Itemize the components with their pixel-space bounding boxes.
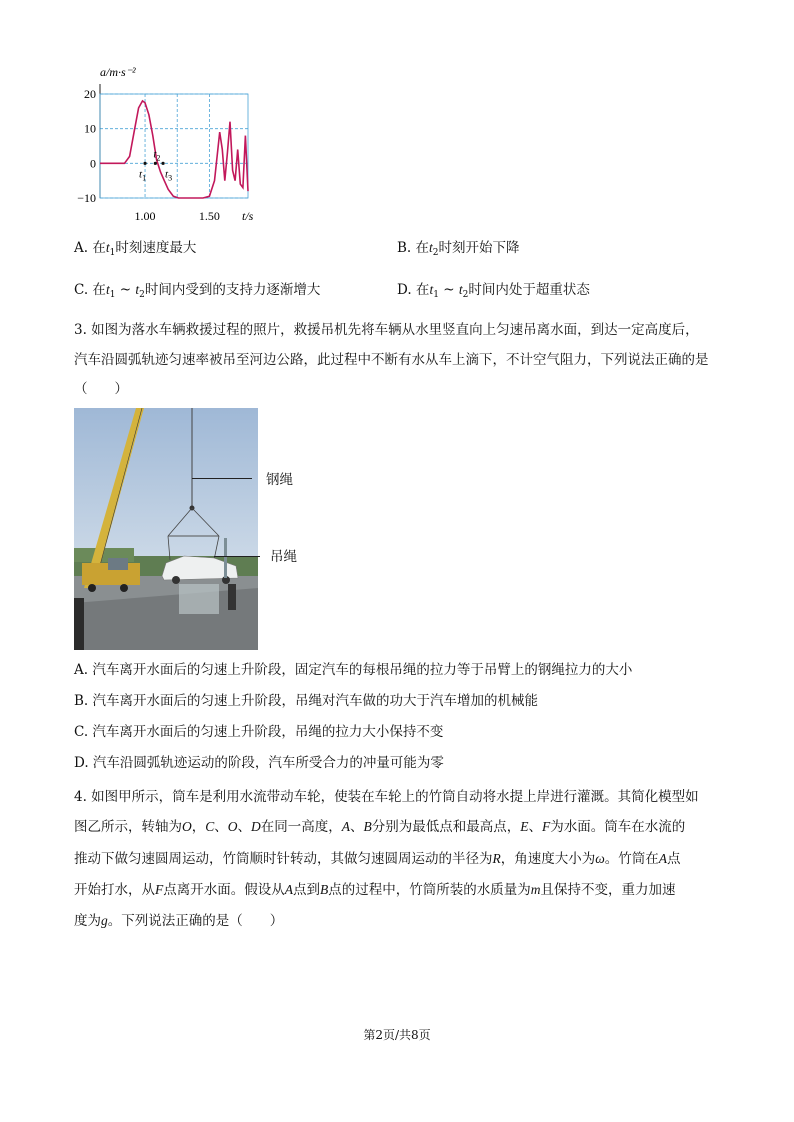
point-label: $t_1$ (139, 168, 147, 183)
q4-stem-line-1: 4. 如图甲所示，筒车是利用水流带动车轮，使装在车轮上的竹筒自动将水提上岸进行灌溉。其简化模型如 (74, 789, 699, 805)
q2-option-d: D. 在$t_1$ ~ $t_2$时间内处于超重状态 (397, 282, 590, 300)
label-sling: 吊绳 (270, 549, 297, 565)
graph-points (139, 148, 172, 182)
q4-stem-line-2: 图乙所示，转轴为O，C、O、D在同一高度，A、B分别为最低点和最高点，E、F为水面。筒车在水流的 (74, 819, 686, 835)
point-label: $t_3$ (165, 168, 173, 183)
acceleration-time-graph (70, 60, 270, 230)
q2-option-b: B. 在$t_2$时刻开始下降 (397, 240, 520, 258)
q3-option-c: C. 汽车离开水面后的匀速上升阶段，吊绳的拉力大小保持不变 (74, 724, 444, 740)
graph-axes (100, 84, 248, 198)
plot-frame (100, 94, 248, 198)
wire-pointer-line (192, 478, 252, 479)
q3-option-d: D. 汽车沿圆弧轨迹运动的阶段，汽车所受合力的冲量可能为零 (74, 755, 444, 771)
q3-stem-line-3: （ ） (74, 381, 128, 397)
x-tick-label: 1.50 (198, 209, 220, 223)
y-tick-label: 10 (84, 121, 96, 136)
point-marker (143, 162, 146, 165)
sling-pointer-line (214, 556, 260, 557)
point-label: $t_2$ (153, 148, 161, 163)
y-tick-label: −10 (77, 191, 96, 205)
graph-grid (100, 94, 248, 198)
acceleration-curve (100, 101, 248, 198)
page-footer: 第2页/共8页 (363, 1028, 431, 1042)
point-marker (161, 162, 164, 165)
x-tick-label: 1.00 (134, 209, 156, 223)
q3-option-a: A. 汽车离开水面后的匀速上升阶段，固定汽车的每根吊绳的拉力等于吊臂上的钢绳拉力的大小 (74, 662, 633, 678)
q2-option-a: A. 在$t_1$时刻速度最大 (74, 240, 197, 258)
y-tick-label: 20 (84, 87, 96, 101)
x-axis-label: t/s (242, 209, 254, 223)
q4-stem-line-4: 开始打水，从F点离开水面。假设从A点到B点的过程中，竹筒所装的水质量为m且保持不变，重力加速 (74, 882, 676, 898)
label-steel-wire: 钢绳 (266, 472, 293, 488)
q3-stem-line-2: 汽车沿圆弧轨迹匀速率被吊至河边公路，此过程中不断有水从车上滴下，不计空气阻力，下列说法正确的是 (74, 352, 709, 368)
q3-stem-line-1: 3. 如图为落水车辆救援过程的照片，救援吊机先将车辆从水里竖直向上匀速吊离水面，到达一定高度后， (74, 322, 699, 338)
rescue-photo (74, 408, 258, 650)
graph-tick-labels (77, 87, 220, 223)
y-axis-label: a/m·s⁻² (100, 65, 136, 79)
q2-option-c: C. 在$t_1$ ~ $t_2$时间内受到的支持力逐渐增大 (74, 282, 321, 300)
q3-option-b: B. 汽车离开水面后的匀速上升阶段，吊绳对汽车做的功大于汽车增加的机械能 (74, 693, 539, 709)
q4-stem-line-3: 推动下做匀速圆周运动，竹筒顺时针转动，其做匀速圆周运动的半径为R，角速度大小为ω。竹筒在A点 (74, 851, 681, 867)
q4-stem-line-5: 度为g。下列说法正确的是（ ） (74, 913, 284, 929)
y-tick-label: 0 (90, 156, 96, 171)
